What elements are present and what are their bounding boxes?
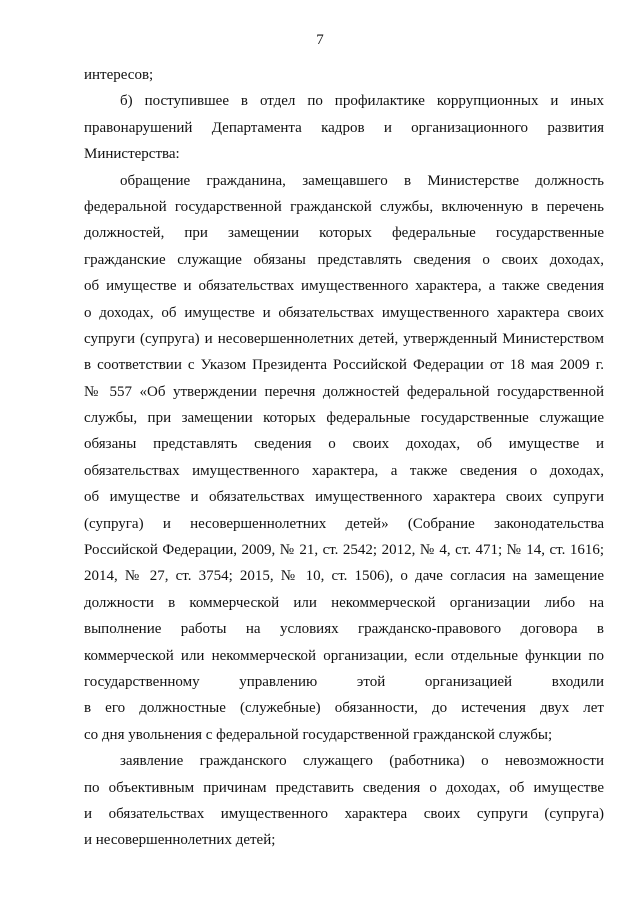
text-line: гражданские служащие обязаны представлять сведения о своих доходах, (84, 251, 604, 268)
text-line: коммерческой или некоммерческой организации, если отдельные функции по (84, 647, 604, 664)
text-line: должностей, при замещении которых федеральные государственные (84, 225, 604, 242)
text-line: со дня увольнения с федеральной государственной гражданской службы; (84, 726, 553, 743)
text-line: правонарушений Департамента кадров и организационного развития (84, 119, 604, 136)
page-number: 7 (316, 32, 324, 48)
text-line: государственному управлению этой организацией входили (84, 673, 604, 690)
text-line: интересов; (84, 67, 154, 83)
text-line: в его должностные (служебные) обязанности, до истечения двух лет (84, 700, 604, 717)
text-line: об имуществе и обязательствах имущественного характера своих супруги (84, 489, 604, 506)
text-line: б) поступившее в отдел по профилактике коррупционных и иных (120, 93, 604, 110)
text-line: и несовершеннолетних детей; (84, 832, 276, 849)
text-line: и обязательствах имущественного характера своих супруги (супруга) (84, 805, 604, 822)
text-line: Российской Федерации, 2009, № 21, ст. 2542; 2012, № 4, ст. 471; № 14, ст. 1616; (84, 542, 604, 559)
text-line: выполнение работы на условиях гражданско-правового договора в (84, 621, 604, 638)
text-line: по объективным причинам представить сведения о доходах, об имуществе (84, 779, 604, 796)
text-line: (супруга) и несовершеннолетних детей» (Собрание законодательства (84, 515, 604, 532)
text-line: 2014, № 27, ст. 3754; 2015, № 10, ст. 1506), о даче согласия на замещение (84, 568, 604, 585)
text-line: обязаны представлять сведения о своих доходах, об имуществе и (84, 436, 604, 453)
text-line: об имуществе и обязательствах имущественного характера, а также сведения (84, 278, 604, 295)
text-line: о доходах, об имуществе и обязательствах имущественного характера своих (84, 304, 604, 321)
text-line: Министерства: (84, 146, 180, 163)
text-line: должности в коммерческой или некоммерческой организации либо на (84, 594, 604, 611)
text-line: службы, при замещении которых федеральные государственные служащие (84, 410, 604, 427)
text-line: в соответствии с Указом Президента Российской Федерации от 18 мая 2009 г. (84, 357, 604, 374)
text-line: № 557 «Об утверждении перечня должностей федеральной государственной (84, 383, 604, 400)
text-line: заявление гражданского служащего (работника) о невозможности (120, 753, 604, 770)
text-line: супруги (супруга) и несовершеннолетних детей, утвержденный Министерством (84, 330, 604, 347)
text-line: обращение гражданина, замещавшего в Министерстве должность (120, 172, 604, 189)
text-line: федеральной государственной гражданской службы, включенную в перечень (84, 198, 604, 215)
text-line: обязательствах имущественного характера, а также сведения о доходах, (84, 462, 604, 479)
document-body (84, 62, 604, 854)
